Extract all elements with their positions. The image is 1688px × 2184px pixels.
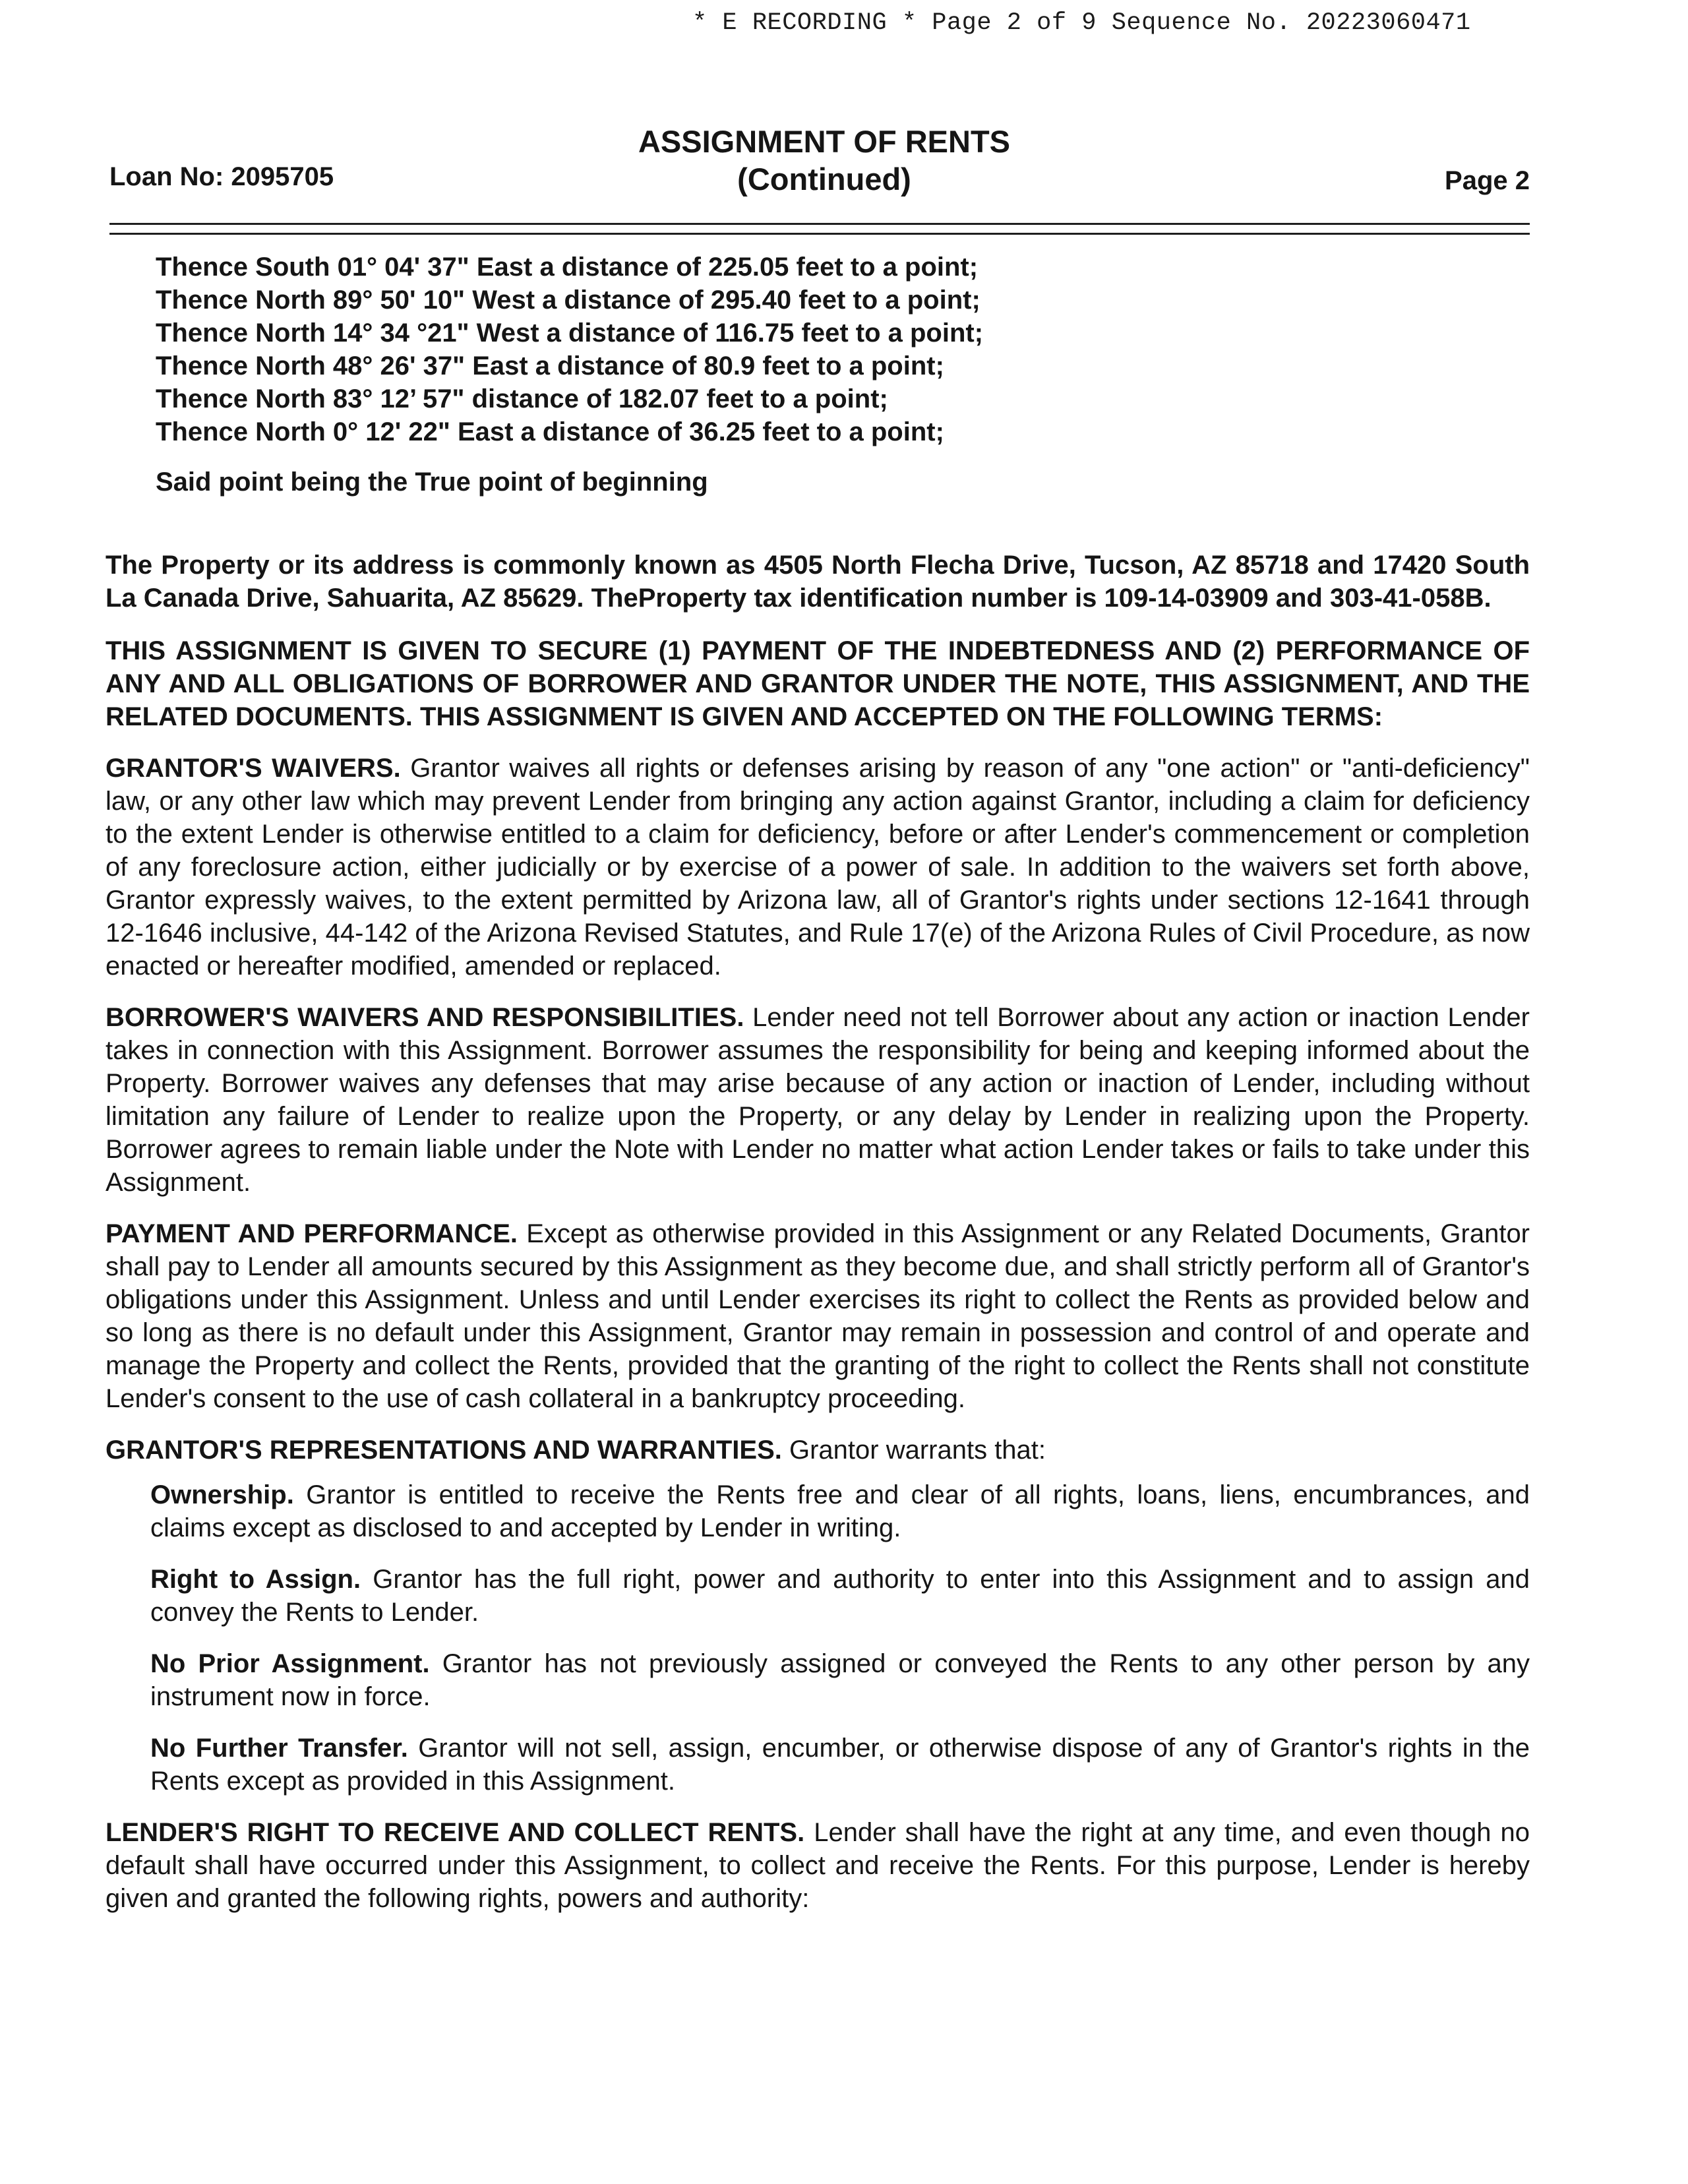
section-body: Lender need not tell Borrower about any action or inaction Lender takes in connection with this Assignment. Borrower assumes the responsibility for being and keeping informed about the Property. Borrower waives any defenses that may arise because of any action or inaction of Lender, including without limitation any failure of Lender to realize upon the Property, or any delay by Lender in realizing upon the Property. Borrower agrees to remain liable under the Note with Lender no matter what action Lender takes or fails to take under this Assignment. (106, 1003, 1530, 1197)
representations-section (106, 1434, 1530, 1467)
lenders-right-section (106, 1816, 1530, 1915)
subsection-heading: No Prior Assignment. (150, 1649, 430, 1678)
legal-call: Thence South 01° 04' 37" East a distance of 225.05 feet to a point; (156, 253, 979, 282)
page-number: Page 2 (1445, 166, 1530, 195)
subsection-heading: No Further Transfer. (150, 1734, 408, 1763)
property-address-paragraph: The Property or its address is commonly known as 4505 North Flecha Drive, Tucson, AZ 85718 and 17420 South La Canada Drive, Sahuarita, AZ 85629. TheProperty tax identification number is 109-14-03909 and 303-41-058B. (106, 551, 1530, 613)
legal-description (156, 251, 1530, 448)
point-of-beginning: Said point being the True point of beginning (156, 468, 708, 497)
section-heading: GRANTOR'S REPRESENTATIONS AND WARRANTIES. (106, 1436, 782, 1465)
section-heading: GRANTOR'S WAIVERS. (106, 754, 401, 783)
subsection-body: Grantor is entitled to receive the Rents free and clear of all rights, loans, liens, encumbrances, and claims except as disclosed to and accepted by Lender in writing. (150, 1480, 1530, 1542)
legal-call: Thence North 0° 12' 22" East a distance of 36.25 feet to a point; (156, 417, 944, 446)
subsection-heading: Ownership. (150, 1480, 294, 1509)
ownership-subsection (150, 1478, 1530, 1544)
document-body (106, 251, 1530, 1915)
payment-performance-section (106, 1217, 1530, 1415)
secure-clause: THIS ASSIGNMENT IS GIVEN TO SECURE (1) PAYMENT OF THE INDEBTEDNESS AND (2) PERFORMANCE OF ANY AND ALL OBLIGATIONS OF BORROWER AND GRANTOR UNDER THE NOTE, THIS ASSIGNMENT, AND THE RELATED DOCUMENTS. THIS ASSIGNMENT IS GIVEN AND ACCEPTED ON THE FOLLOWING TERMS: (106, 636, 1530, 731)
section-body: Lender shall have the right at any time, and even though no default shall have occurred under this Assignment, to collect and receive the Rents. For this purpose, Lender is hereby given and granted the following rights, powers and authority: (106, 1818, 1530, 1913)
no-prior-assignment-subsection (150, 1647, 1530, 1713)
document-title: ASSIGNMENT OF RENTS (638, 124, 1011, 159)
legal-call: Thence North 83° 12’ 57" distance of 182.07 feet to a point; (156, 384, 888, 413)
section-body: Except as otherwise provided in this Assignment or any Related Documents, Grantor shall pay to Lender all amounts secured by this Assignment as they become due, and shall strictly perform all of Grantor's obligations under this Assignment. Unless and until Lender exercises its right to collect the Rents as provided below and so long as there is no default under this Assignment, Grantor may remain in possession and control of and operate and manage the Property and collect the Rents, provided that the granting of the right to collect the Rents shall not constitute Lender's consent to the use of cash collateral in a bankruptcy proceeding. (106, 1219, 1530, 1413)
document-title-block (528, 123, 1121, 198)
subsection-body: Grantor has not previously assigned or conveyed the Rents to any other person by any instrument now in force. (150, 1649, 1530, 1711)
section-body: Grantor waives all rights or defenses arising by reason of any "one action" or "anti-deficiency" law, or any other law which may prevent Lender from bringing any action against Grantor, including a claim for deficiency to the extent Lender is otherwise entitled to a claim for deficiency, before or after Lender's commencement or completion of any foreclosure action, either judicially or by exercise of a power of sale. In addition to the waivers set forth above, Grantor expressly waives, to the extent permitted by Arizona law, all of Grantor's rights under sections 12-1641 through 12-1646 inclusive, 44-142 of the Arizona Revised Statutes, and Rule 17(e) of the Arizona Rules of Civil Procedure, as now enacted or hereafter modified, amended or replaced. (106, 754, 1530, 981)
section-heading: PAYMENT AND PERFORMANCE. (106, 1219, 518, 1248)
legal-call: Thence North 89° 50' 10" West a distance of 295.40 feet to a point; (156, 286, 980, 315)
subsection-heading: Right to Assign. (150, 1565, 361, 1594)
document-subtitle: (Continued) (737, 162, 911, 197)
section-body: Grantor warrants that: (789, 1436, 1046, 1465)
legal-call: Thence North 14° 34 °21" West a distance of 116.75 feet to a point; (156, 318, 984, 348)
recording-stamp: * E RECORDING * Page 2 of 9 Sequence No. 20223060471 (692, 9, 1471, 37)
header-divider-top (109, 223, 1530, 225)
loan-number: Loan No: 2095705 (109, 162, 334, 191)
legal-call: Thence North 48° 26' 37" East a distance of 80.9 feet to a point; (156, 351, 944, 380)
no-further-transfer-subsection (150, 1732, 1530, 1798)
header-divider-bottom (109, 233, 1530, 235)
subsection-body: Grantor will not sell, assign, encumber, or otherwise dispose of any of Grantor's rights in the Rents except as provided in this Assignment. (150, 1734, 1530, 1796)
subsection-body: Grantor has the full right, power and authority to enter into this Assignment and to assign and convey the Rents to Lender. (150, 1565, 1530, 1627)
grantors-waivers-section (106, 752, 1530, 983)
section-heading: LENDER'S RIGHT TO RECEIVE AND COLLECT RENTS. (106, 1818, 805, 1847)
section-heading: BORROWER'S WAIVERS AND RESPONSIBILITIES. (106, 1003, 744, 1032)
right-to-assign-subsection (150, 1563, 1530, 1629)
borrowers-waivers-section (106, 1001, 1530, 1199)
